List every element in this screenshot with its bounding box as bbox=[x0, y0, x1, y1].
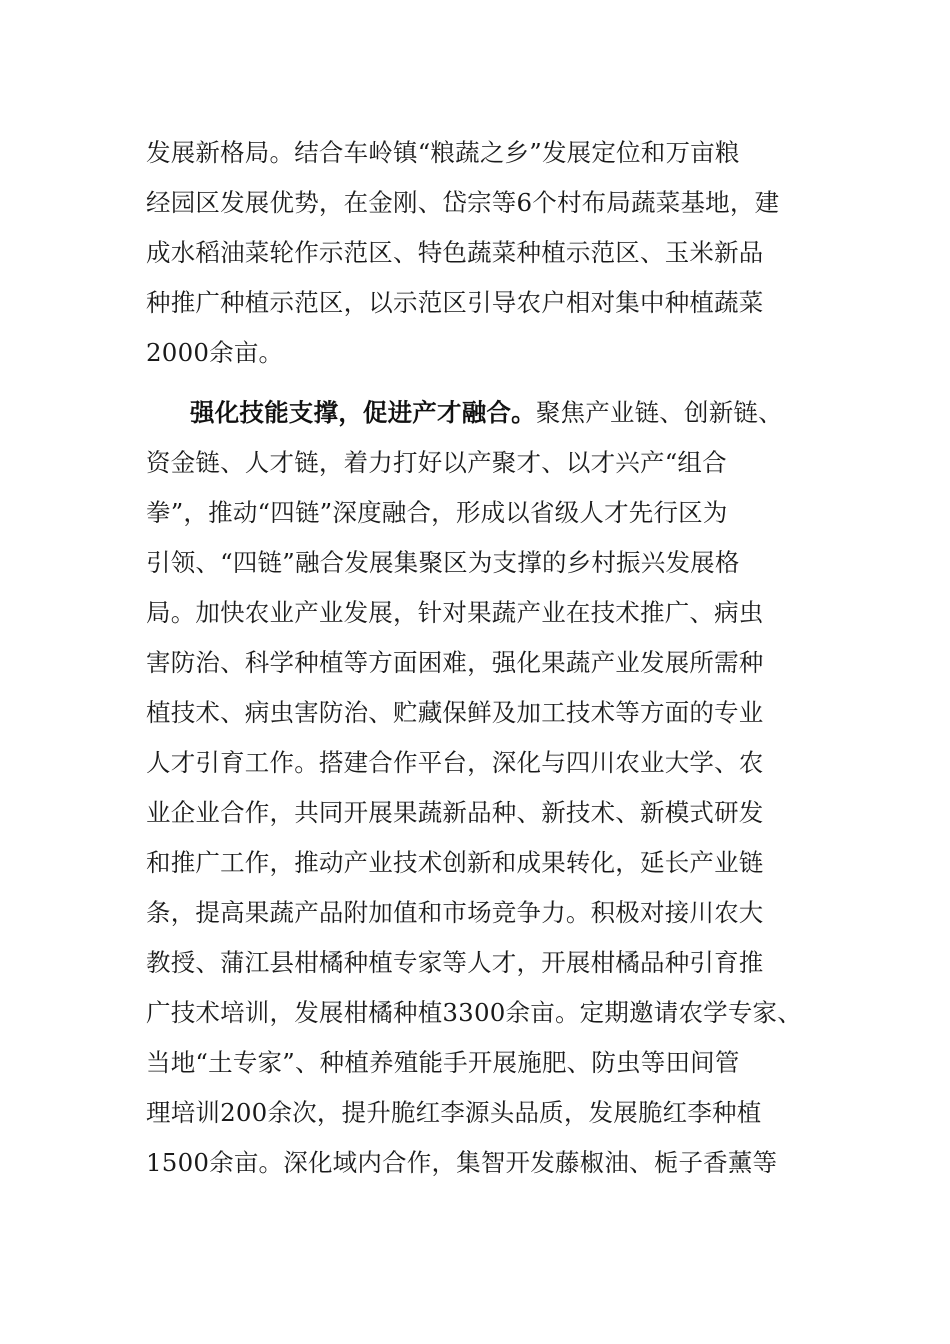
paragraph-2-line: 人才引育工作。搭建合作平台，深化与四川农业大学、农 bbox=[146, 748, 764, 777]
paragraph-2-line: 当地“土专家”、种植养殖能手开展施肥、防虫等田间管 bbox=[146, 1048, 740, 1077]
paragraph-2-line: 引领、“四链”融合发展集聚区为支撑的乡村振兴发展格 bbox=[146, 548, 740, 577]
paragraph-2-line: 1500余亩。深化域内合作，集智开发藤椒油、栀子香薰等 bbox=[146, 1148, 778, 1177]
paragraph-2-line: 拳”，推动“四链”深度融合，形成以省级人才先行区为 bbox=[146, 498, 728, 527]
paragraph-2-line: 资金链、人才链，着力打好以产聚才、以才兴产“组合 bbox=[146, 448, 727, 477]
paragraph-1-line: 发展新格局。结合车岭镇“粮蔬之乡”发展定位和万亩粮 bbox=[146, 138, 740, 167]
paragraph-1-line: 经园区发展优势，在金刚、岱宗等6个村布局蔬菜基地，建 bbox=[146, 188, 780, 217]
paragraph-1-line: 2000余亩。 bbox=[146, 338, 284, 367]
paragraph-2-line: 局。加快农业产业发展，针对果蔬产业在技术推广、病虫 bbox=[146, 598, 764, 627]
paragraph-2-line: 教授、蒲江县柑橘种植专家等人才，开展柑橘品种引育推 bbox=[146, 948, 764, 977]
paragraph-2-line: 广技术培训，发展柑橘种植3300余亩。定期邀请农学专家、 bbox=[146, 998, 802, 1027]
paragraph-1-line: 成水稻油菜轮作示范区、特色蔬菜种植示范区、玉米新品 bbox=[146, 238, 764, 267]
paragraph-1 bbox=[146, 128, 826, 378]
paragraph-2-first-line bbox=[146, 388, 826, 438]
paragraph-2-first-line-rest: 聚焦产业链、创新链、 bbox=[535, 398, 783, 427]
paragraph-2-line: 和推广工作，推动产业技术创新和成果转化，延长产业链 bbox=[146, 848, 764, 877]
paragraph-2-line: 植技术、病虫害防治、贮藏保鲜及加工技术等方面的专业 bbox=[146, 698, 764, 727]
paragraph-2-line: 害防治、科学种植等方面困难，强化果蔬产业发展所需种 bbox=[146, 648, 764, 677]
paragraph-2-line: 业企业合作，共同开展果蔬新品种、新技术、新模式研发 bbox=[146, 798, 764, 827]
paragraph-2 bbox=[146, 388, 826, 1188]
paragraph-2-line: 条，提高果蔬产品附加值和市场竞争力。积极对接川农大 bbox=[146, 898, 764, 927]
paragraph-2-line: 理培训200余次，提升脆红李源头品质，发展脆红李种植 bbox=[146, 1098, 762, 1127]
paragraph-2-heading: 强化技能支撑，促进产才融合。 bbox=[190, 398, 536, 427]
paragraph-1-line: 种推广种植示范区，以示范区引导农户相对集中种植蔬菜 bbox=[146, 288, 764, 317]
